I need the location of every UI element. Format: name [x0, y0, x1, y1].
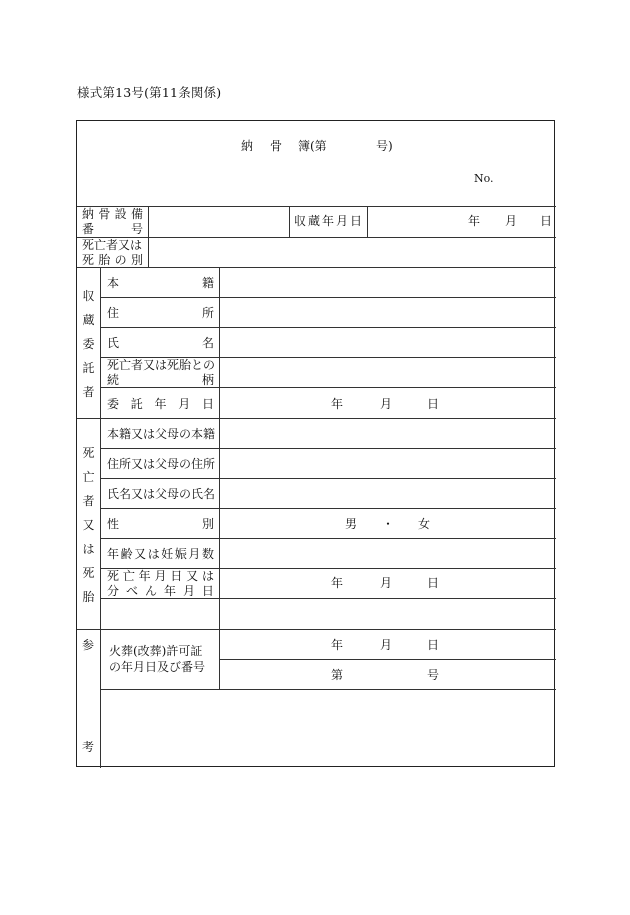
- label-char: 日: [349, 214, 362, 228]
- label-char: 籍: [201, 276, 214, 290]
- label-char: 死: [82, 566, 95, 580]
- label-char: 氏: [107, 336, 120, 350]
- consignor-address-field[interactable]: [220, 298, 555, 326]
- label-char: 蔵: [307, 214, 320, 228]
- label-char: 委: [107, 397, 120, 411]
- deceased-name-field[interactable]: [220, 479, 555, 507]
- label-char: 年: [163, 584, 176, 598]
- label-char: 又: [186, 569, 199, 583]
- facility-label-line1: [82, 208, 143, 220]
- death-date-day[interactable]: 日: [427, 576, 440, 590]
- label-char: 収: [82, 289, 95, 303]
- column-divider: [367, 206, 368, 237]
- label-char: 娠: [174, 547, 187, 561]
- deceased-address-label: 住所又は父母の住所: [107, 457, 216, 471]
- consignor-relation-label-line1: 死亡者又は死胎との: [107, 358, 216, 372]
- label-char: は: [147, 547, 160, 561]
- deceased-death-date-label-line2: [107, 585, 214, 597]
- label-char: 番: [82, 222, 95, 236]
- label-char: は: [201, 569, 214, 583]
- label-char: 納: [82, 207, 95, 221]
- entrust-date-month[interactable]: 月: [380, 397, 393, 411]
- storage-date-year[interactable]: 年: [468, 214, 481, 228]
- label-char: 胎: [98, 253, 111, 267]
- row-divider: [100, 508, 556, 509]
- permit-label-line2: の年月日及び番号: [109, 660, 206, 674]
- label-char: 年: [154, 397, 167, 411]
- facility-number-field[interactable]: [149, 207, 288, 236]
- label-char: 別: [130, 253, 143, 267]
- label-char: 託: [130, 397, 143, 411]
- sex-option-female[interactable]: 女: [418, 517, 431, 531]
- label-char: 妊: [161, 547, 174, 561]
- label-char: 月: [188, 547, 201, 561]
- label-char: 亡: [82, 470, 95, 484]
- label-char: 備: [130, 207, 143, 221]
- label-char: 死: [107, 569, 120, 583]
- type-label-line1: 死亡者又は: [82, 238, 143, 252]
- form-caption: 様式第13号(第11条関係): [77, 85, 222, 100]
- deceased-death-date-label-line1: [107, 570, 214, 582]
- label-char: 又: [82, 518, 95, 532]
- consignor-name-field[interactable]: [220, 328, 555, 356]
- label-char: 設: [114, 207, 127, 221]
- deceased-sex-label: [107, 518, 214, 530]
- label-char: べ: [125, 584, 138, 598]
- label-char: 骨: [98, 207, 111, 221]
- type-field[interactable]: [149, 238, 555, 266]
- label-char: 胎: [82, 590, 95, 604]
- consignor-honseki-label: [107, 277, 214, 289]
- label-char: 月: [154, 569, 167, 583]
- label-char: 亡: [122, 569, 135, 583]
- facility-label-line2: [82, 223, 143, 235]
- death-date-year[interactable]: 年: [331, 576, 344, 590]
- remarks-label-top: 参: [82, 638, 95, 652]
- sex-option-separator: ・: [382, 517, 395, 531]
- permit-number-prefix[interactable]: 第: [331, 668, 344, 682]
- label-char: 柄: [201, 373, 214, 387]
- deceased-name-label: 氏名又は父母の氏名: [107, 487, 216, 501]
- label-char: 住: [107, 306, 120, 320]
- title-char-3: 簿: [298, 139, 311, 153]
- label-char: 月: [182, 584, 195, 598]
- permit-date-day[interactable]: 日: [427, 638, 440, 652]
- type-label-line2: [82, 254, 143, 266]
- deceased-honseki-field[interactable]: [220, 419, 555, 447]
- entrust-date-year[interactable]: 年: [331, 397, 344, 411]
- label-char: 年: [138, 569, 151, 583]
- label-char: 数: [201, 547, 214, 561]
- label-char: 名: [201, 336, 214, 350]
- remarks-label-bottom: 考: [82, 740, 95, 754]
- deceased-extra-field[interactable]: [101, 599, 555, 627]
- label-char: 者: [82, 494, 95, 508]
- title-paren-close: 号): [376, 139, 393, 153]
- label-char: 号: [130, 222, 143, 236]
- register-form: [76, 120, 555, 767]
- deceased-section-label: [82, 447, 95, 603]
- label-char: 託: [82, 361, 95, 375]
- death-date-month[interactable]: 月: [380, 576, 393, 590]
- number-label: No.: [474, 172, 494, 185]
- consignor-entrust-date-label: [107, 398, 214, 410]
- label-char: 死: [82, 253, 95, 267]
- label-char: 月: [335, 214, 348, 228]
- consignor-honseki-field[interactable]: [220, 268, 555, 296]
- label-char: 年: [321, 214, 334, 228]
- row-divider: [77, 629, 556, 630]
- permit-number-suffix[interactable]: 号: [427, 668, 440, 682]
- permit-label-line1: 火葬(改葬)許可証: [109, 644, 203, 658]
- label-char: 日: [201, 584, 214, 598]
- label-char: ん: [144, 584, 157, 598]
- label-char: 所: [201, 306, 214, 320]
- remarks-field[interactable]: [101, 690, 555, 766]
- row-divider: [100, 568, 556, 569]
- deceased-honseki-label: 本籍又は父母の本籍: [107, 427, 216, 441]
- consignor-relation-field[interactable]: [220, 358, 555, 386]
- label-char: 死: [82, 446, 95, 460]
- label-char: 本: [107, 276, 120, 290]
- label-char: 分: [107, 584, 120, 598]
- label-char: 蔵: [82, 313, 95, 327]
- entrust-date-day[interactable]: 日: [427, 397, 440, 411]
- deceased-age-label: [107, 548, 214, 560]
- permit-date-month[interactable]: 月: [380, 638, 393, 652]
- storage-date-label: [294, 215, 362, 227]
- sex-option-male[interactable]: 男: [345, 517, 358, 531]
- label-char: は: [82, 542, 95, 556]
- label-char: 者: [82, 385, 95, 399]
- label-char: の: [114, 253, 127, 267]
- label-char: 性: [107, 517, 120, 531]
- label-char: 日: [170, 569, 183, 583]
- consignor-name-label: [107, 337, 214, 349]
- label-char: 委: [82, 337, 95, 351]
- label-char: 収: [294, 214, 307, 228]
- label-char: 齢: [120, 547, 133, 561]
- consignor-section-label: [82, 290, 95, 398]
- label-char: 続: [107, 373, 120, 387]
- label-char: 又: [134, 547, 147, 561]
- deceased-age-field[interactable]: [220, 539, 555, 567]
- label-char: 月: [178, 397, 191, 411]
- column-divider: [289, 206, 290, 237]
- permit-date-year[interactable]: 年: [331, 638, 344, 652]
- label-char: 日: [201, 397, 214, 411]
- consignor-relation-label-line2: [107, 374, 214, 386]
- label-char: 年: [107, 547, 120, 561]
- title-char-2: 骨: [270, 139, 283, 153]
- consignor-address-label: [107, 307, 214, 319]
- row-divider: [100, 387, 556, 388]
- deceased-address-field[interactable]: [220, 449, 555, 477]
- label-char: 別: [201, 517, 214, 531]
- title-char-1: 納: [241, 139, 254, 153]
- storage-date-month[interactable]: 月: [505, 214, 518, 228]
- row-divider: [219, 659, 556, 660]
- title-paren-open: (第: [310, 139, 327, 153]
- storage-date-day[interactable]: 日: [540, 214, 553, 228]
